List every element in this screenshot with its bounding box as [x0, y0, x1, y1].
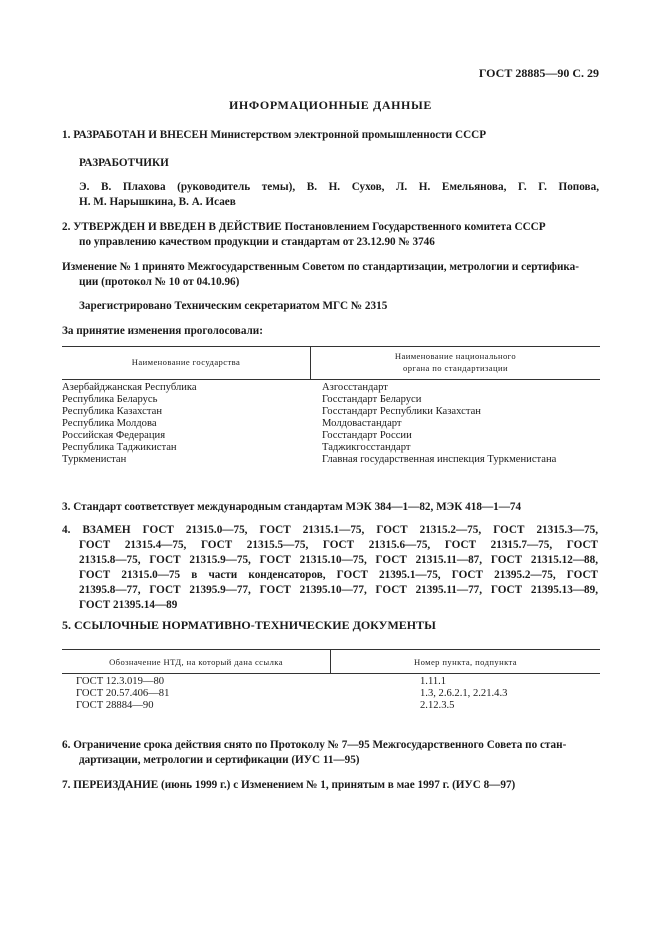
table-row: Таджикгосстандарт	[322, 442, 411, 453]
voted-line: За принятие изменения проголосовали:	[62, 325, 263, 337]
vote-table-header-rule	[62, 379, 600, 380]
section-4-line-1: 4. ВЗАМЕН ГОСТ 21315.0—75, ГОСТ 21315.1—75, ГОСТ 21315.2—75, ГОСТ 21315.3—75,	[62, 524, 598, 536]
section-1-text: Министерством электронной промышленности СССР	[207, 129, 487, 141]
section-2-line-2: по управлению качеством продукции и стандартам от 23.12.90 № 3746	[79, 236, 435, 248]
ref-table-header-rule	[62, 673, 600, 674]
section-4	[62, 523, 598, 613]
ref-table-header-doc: Обозначение НТД, на который дана ссылка	[109, 657, 283, 667]
table-row: Госстандарт Республики Казахстан	[322, 406, 481, 417]
vote-table-bodies	[322, 382, 556, 466]
section-1	[62, 128, 607, 143]
ref-table	[62, 649, 600, 715]
page-title: ИНФОРМАЦИОННЫЕ ДАННЫЕ	[229, 98, 432, 112]
vote-table-header-state: Наименование государства	[131, 357, 241, 367]
ref-table-docs	[76, 676, 169, 712]
developers-line-2: Н. М. Нарышкина, В. А. Исаев	[79, 196, 236, 208]
amendment-line-1: Изменение № 1 принято Межгосударственным Советом по стандартизации, метрологии и сертифика-	[62, 261, 579, 273]
table-row: Российская Федерация	[62, 430, 166, 441]
table-row: 1.11.1	[420, 676, 447, 687]
table-row: Туркменистан	[62, 454, 127, 465]
table-row: Госстандарт Беларуси	[322, 394, 422, 405]
ref-table-top-rule	[62, 649, 600, 650]
table-row: Молдовастандарт	[322, 418, 402, 429]
section-4-line-4: ГОСТ 21315.0—75 в части конденсаторов, ГОСТ 21395.1—75, ГОСТ 21395.2—75, ГОСТ	[79, 569, 598, 581]
section-4-line-3: 21315.8—75, ГОСТ 21315.9—75, ГОСТ 21315.10—75, ГОСТ 21315.11—87, ГОСТ 21315.12—88,	[79, 554, 598, 566]
section-1-lead: 1. РАЗРАБОТАН И ВНЕСЕН	[62, 129, 208, 141]
table-row: Республика Таджикистан	[62, 442, 177, 453]
table-row: ГОСТ 20.57.406—81	[76, 688, 170, 699]
table-row: 2.12.3.5	[420, 700, 455, 711]
table-row: 1.3, 2.6.2.1, 2.21.4.3	[420, 688, 508, 699]
developers-line-1: Э. В. Плахова (руководитель темы), В. Н. Сухов, Л. Н. Емельянова, Г. Г. Попова,	[79, 181, 599, 193]
table-row: Главная государственная инспекция Туркменистана	[322, 454, 557, 465]
registered-line: Зарегистрировано Техническим секретариатом МГС № 2315	[79, 300, 388, 312]
table-row: Госстандарт России	[322, 430, 412, 441]
amendment-line-2: ции (протокол № 10 от 04.10.96)	[79, 276, 240, 288]
developers-heading: РАЗРАБОТЧИКИ	[79, 157, 169, 169]
vote-table	[62, 346, 600, 476]
vote-table-top-rule	[62, 346, 600, 347]
section-4-line-2: ГОСТ 21315.4—75, ГОСТ 21315.5—75, ГОСТ 21315.6—75, ГОСТ 21315.7—75, ГОСТ	[79, 539, 598, 551]
ref-table-header-clause: Номер пункта, подпункта	[413, 657, 518, 667]
vote-table-header-body-2: органа по стандартизации	[403, 363, 508, 373]
vote-table-header-body-1: Наименование национального	[394, 351, 517, 361]
table-row: ГОСТ 28884—90	[76, 700, 154, 711]
vote-table-states	[62, 382, 197, 466]
table-row: Азгосстандарт	[322, 382, 388, 393]
section-2-lead: 2. УТВЕРЖДЕН И ВВЕДЕН В ДЕЙСТВИЕ	[62, 221, 282, 233]
table-row: Республика Молдова	[62, 418, 157, 429]
section-4-line-5: 21395.8—77, ГОСТ 21395.9—77, ГОСТ 21395.10—77, ГОСТ 21395.11—77, ГОСТ 21395.13—89,	[79, 584, 598, 596]
section-2-text: Постановлением Государственного комитета СССР	[281, 221, 546, 233]
section-3: 3. Стандарт соответствует международным стандартам МЭК 384—1—82, МЭК 418—1—74	[62, 501, 522, 513]
table-row: Республика Беларусь	[62, 394, 158, 405]
ref-table-clauses	[420, 676, 507, 712]
section-5: 5. ССЫЛОЧНЫЕ НОРМАТИВНО-ТЕХНИЧЕСКИЕ ДОКУМЕНТЫ	[62, 618, 436, 632]
section-4-line-6: ГОСТ 21395.14—89	[79, 599, 178, 611]
section-6-line-1: 6. Ограничение срока действия снято по Протоколу № 7—95 Межгосударственного Совета по стан-	[62, 739, 567, 751]
table-row: Азербайджанская Республика	[62, 382, 197, 393]
section-7: 7. ПЕРЕИЗДАНИЕ (июнь 1999 г.) с Изменением № 1, принятым в мае 1997 г. (ИУС 8—97)	[62, 779, 516, 791]
section-2-line-1	[62, 220, 600, 235]
page-header: ГОСТ 28885—90 С. 29	[478, 66, 599, 80]
table-row: ГОСТ 12.3.019—80	[76, 676, 165, 687]
section-6-line-2: дартизации, метрологии и сертификации (ИУС 11—95)	[79, 754, 360, 766]
table-row: Республика Казахстан	[62, 406, 163, 417]
